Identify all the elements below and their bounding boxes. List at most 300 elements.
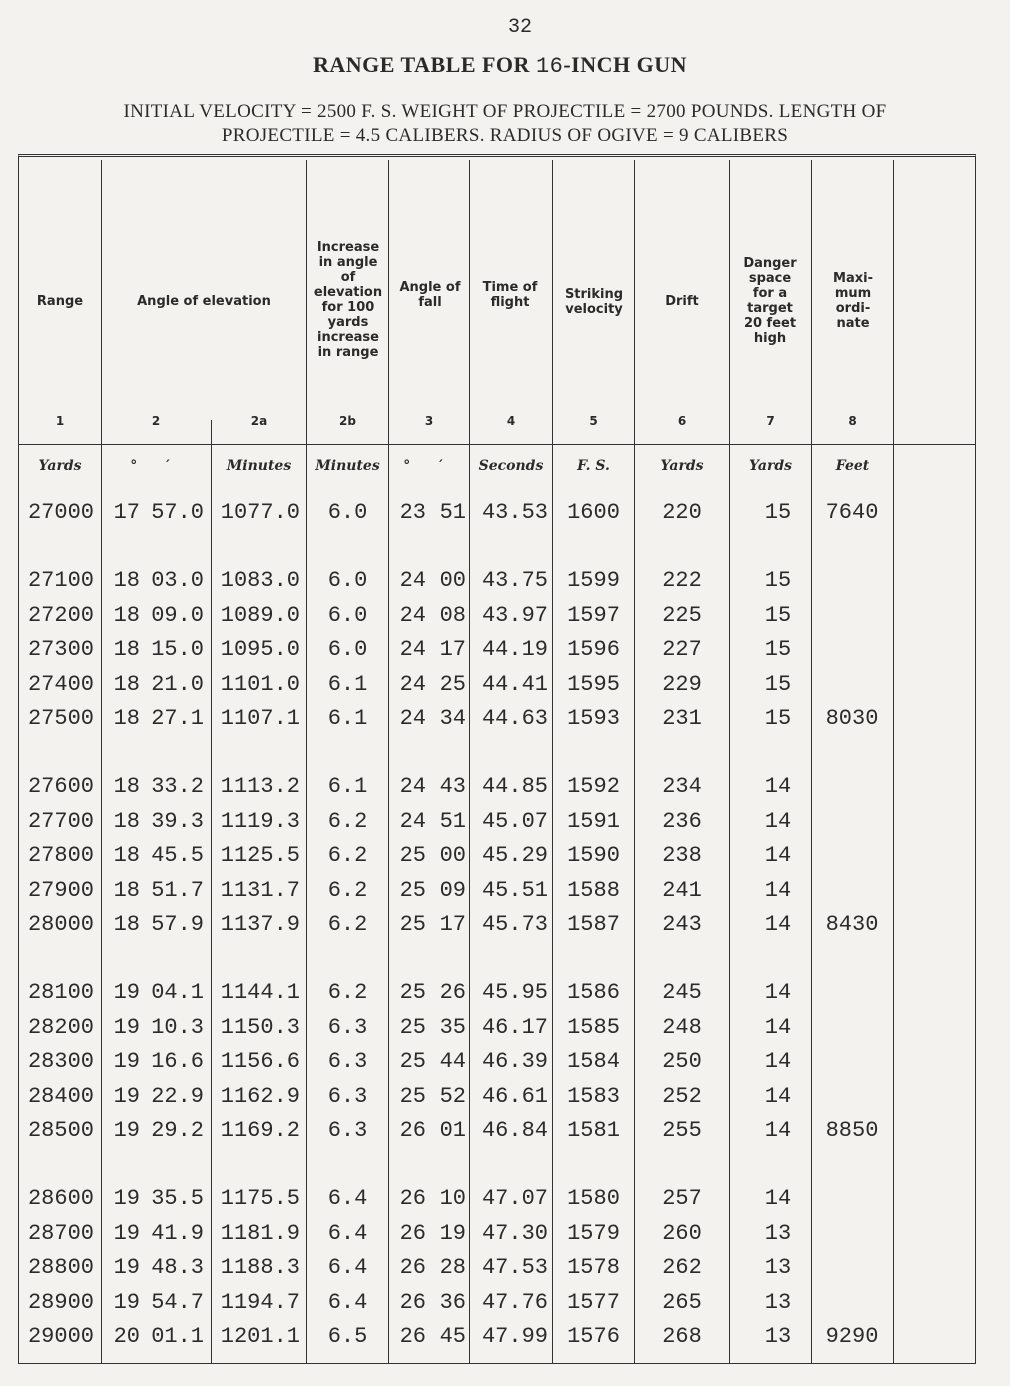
page-number: 32 [507,16,532,39]
cell-fall-degrees: 25 [399,1083,426,1109]
column-number: 2b [339,414,356,428]
cell-range: 27200 [27,602,94,628]
cell-elevation-minutes: 04.1 [151,980,204,1006]
cell-elevation-minutes: 33.2 [151,774,204,800]
cell-drift: 245 [662,980,702,1006]
cell-range: 28200 [27,1014,94,1040]
cell-striking-velocity: 1584 [567,1049,620,1075]
cell-danger-space: 14 [764,980,792,1006]
cell-striking-velocity: 1578 [567,1255,620,1281]
cell-fall-degrees: 26 [399,1255,426,1281]
cell-minutes: 1077.0 [220,500,300,525]
cell-maximum-ordinate [812,1253,892,1283]
column-number: 5 [589,414,598,428]
column-rule [469,160,470,1363]
column-number: 1 [55,414,65,428]
cell-elevation-degrees: 18 [113,843,140,869]
cell-striking-velocity: 1588 [567,877,620,903]
cell-fall-minutes: 36 [439,1289,466,1315]
cell-drift: 243 [662,912,702,937]
cell-minutes: 1131.7 [220,877,300,903]
cell-danger-space: 14 [764,774,792,800]
cell-danger-space: 14 [764,1083,792,1109]
cell-elevation-degrees: 18 [113,877,140,903]
cell-fall-degrees: 24 [399,671,426,697]
cell-elevation-minutes: 57.0 [151,500,204,525]
cell-fall-minutes: 00 [439,568,466,594]
cell-striking-velocity: 1585 [567,1014,620,1040]
cell-elevation-minutes: 10.3 [151,1014,204,1040]
cell-drift: 234 [662,774,702,800]
page-title [0,52,1000,79]
cell-minutes: 1101.0 [220,671,300,697]
cell-maximum-ordinate [812,1013,892,1043]
cell-fall-degrees: 24 [399,774,426,800]
cell-maximum-ordinate [812,566,892,596]
cell-increase: 6.1 [327,706,368,731]
cell-increase: 6.2 [327,843,368,869]
cell-minutes: 1144.1 [220,980,300,1006]
cell-fall-degrees: 25 [399,1014,426,1040]
header-divider [18,444,976,445]
cell-increase: 6.0 [327,602,368,628]
cell-minutes: 1194.7 [220,1289,300,1315]
cell-range: 27400 [27,671,94,697]
cell-increase: 6.0 [327,637,368,663]
cell-minutes: 1107.1 [220,706,300,731]
cell-drift: 225 [662,602,702,628]
cell-elevation-degrees: 19 [113,1118,140,1143]
cell-minutes: 1175.5 [220,1186,300,1212]
cell-striking-velocity: 1590 [567,843,620,869]
cell-striking-velocity: 1592 [567,774,620,800]
cell-increase: 6.3 [327,1014,368,1040]
cell-maximum-ordinate [812,1047,892,1077]
cell-striking-velocity: 1581 [567,1118,620,1143]
cell-elevation-degrees: 19 [113,1186,140,1212]
cell-drift: 268 [662,1324,702,1349]
cell-time-of-flight: 44.85 [481,774,548,800]
cell-fall-minutes: 26 [439,980,466,1006]
cell-increase: 6.0 [327,500,368,525]
cell-striking-velocity: 1596 [567,637,620,663]
cell-elevation-minutes: 41.9 [151,1220,204,1246]
cell-fall-degrees: 26 [399,1118,426,1143]
title-suffix: -INCH GUN [563,52,688,77]
cell-fall-degrees: 25 [399,843,426,869]
column-rule [893,160,894,1363]
cell-maximum-ordinate [812,841,892,871]
cell-striking-velocity: 1591 [567,808,620,834]
cell-time-of-flight: 45.73 [481,912,548,937]
cell-elevation-degrees: 18 [113,637,140,663]
cell-minutes: 1156.6 [220,1049,300,1075]
cell-striking-velocity: 1583 [567,1083,620,1109]
cell-maximum-ordinate: 8030 [825,706,879,731]
cell-time-of-flight: 46.39 [481,1049,548,1075]
header-maximum-ordinate: Maxi- mum ordi- nate [833,271,873,331]
column-rule [388,160,389,1363]
cell-striking-velocity: 1595 [567,671,620,697]
cell-maximum-ordinate [812,670,892,700]
cell-minutes: 1083.0 [220,568,300,594]
cell-danger-space: 13 [764,1220,792,1246]
cell-maximum-ordinate [812,1184,892,1214]
cell-elevation-degrees: 18 [113,808,140,834]
column-number: 3 [424,414,434,428]
cell-time-of-flight: 47.07 [481,1186,548,1212]
cell-elevation-degrees: 18 [113,602,140,628]
cell-fall-degrees: 24 [399,568,426,594]
cell-maximum-ordinate: 7640 [825,500,879,525]
cell-elevation-minutes: 22.9 [151,1083,204,1109]
cell-elevation-degrees: 20 [113,1324,140,1349]
cell-danger-space: 15 [764,671,792,697]
cell-danger-space: 14 [764,1186,792,1212]
cell-range: 28900 [27,1289,94,1315]
cell-maximum-ordinate [812,1082,892,1112]
cell-striking-velocity: 1593 [567,706,620,731]
cell-fall-minutes: 43 [439,774,466,800]
cell-time-of-flight: 45.95 [481,980,548,1006]
cell-fall-minutes: 52 [439,1083,466,1109]
cell-elevation-degrees: 18 [113,706,140,731]
cell-fall-minutes: 19 [439,1220,466,1246]
cell-drift: 255 [662,1118,702,1143]
cell-fall-degrees: 26 [399,1220,426,1246]
cell-drift: 238 [662,843,702,869]
cell-danger-space: 13 [764,1255,792,1281]
cell-drift: 227 [662,637,702,663]
cell-elevation-minutes: 51.7 [151,877,204,903]
cell-fall-minutes: 17 [439,637,466,663]
cell-minutes: 1181.9 [220,1220,300,1246]
column-number: 7 [766,414,775,428]
cell-elevation-minutes: 54.7 [151,1289,204,1315]
cell-fall-degrees: 25 [399,912,426,937]
cell-range: 28000 [27,912,94,937]
column-number: 8 [848,414,857,428]
cell-maximum-ordinate [812,1219,892,1249]
column-rule [729,160,730,1363]
cell-range: 27100 [27,568,94,594]
cell-fall-minutes: 17 [439,912,466,937]
cell-danger-space: 14 [764,877,792,903]
cell-striking-velocity: 1577 [567,1289,620,1315]
cell-striking-velocity: 1586 [567,980,620,1006]
cell-fall-degrees: 23 [399,500,426,525]
cell-minutes: 1113.2 [220,774,300,800]
cell-maximum-ordinate: 8430 [825,912,879,937]
cell-maximum-ordinate: 8850 [825,1118,879,1143]
cell-range: 27800 [27,843,94,869]
cell-increase: 6.0 [327,568,368,594]
header-striking-velocity: Striking velocity [564,287,624,317]
cell-fall-minutes: 09 [439,877,466,903]
cell-time-of-flight: 43.75 [481,568,548,594]
cell-time-of-flight: 44.41 [481,671,548,697]
cell-elevation-degrees: 19 [113,1289,140,1315]
cell-elevation-degrees: 19 [113,980,140,1006]
cell-increase: 6.1 [327,671,368,697]
cell-time-of-flight: 46.61 [481,1083,548,1109]
cell-range: 28400 [27,1083,94,1109]
cell-range: 27600 [27,774,94,800]
cell-drift: 257 [662,1186,702,1212]
cell-fall-minutes: 51 [439,500,466,525]
cell-time-of-flight: 43.53 [481,500,548,525]
cell-elevation-minutes: 09.0 [151,602,204,628]
cell-time-of-flight: 47.53 [481,1255,548,1281]
cell-fall-minutes: 45 [439,1324,466,1349]
cell-fall-minutes: 01 [439,1118,466,1143]
cell-elevation-degrees: 18 [113,774,140,800]
cell-fall-minutes: 51 [439,808,466,834]
cell-striking-velocity: 1600 [567,500,620,525]
column-number: 6 [677,414,687,428]
cell-drift: 236 [662,808,702,834]
cell-increase: 6.3 [327,1118,368,1143]
column-number: 4 [506,414,516,428]
column-rule [101,160,102,1363]
cell-elevation-minutes: 27.1 [151,706,204,731]
cell-increase: 6.2 [327,808,368,834]
cell-danger-space: 13 [764,1289,792,1315]
cell-maximum-ordinate: 9290 [825,1324,879,1349]
cell-fall-degrees: 24 [399,637,426,663]
cell-maximum-ordinate [812,635,892,665]
cell-elevation-degrees: 19 [113,1083,140,1109]
cell-increase: 6.2 [327,912,368,937]
cell-striking-velocity: 1580 [567,1186,620,1212]
header-increase: Increase in angle of elevation for 100 yards increase in range [313,240,383,360]
cell-increase: 6.3 [327,1083,368,1109]
cell-fall-degrees: 24 [399,808,426,834]
cell-time-of-flight: 45.07 [481,808,548,834]
cell-maximum-ordinate [812,807,892,837]
column-number: 2 [151,414,161,428]
column-rule [552,160,553,1363]
cell-striking-velocity: 1579 [567,1220,620,1246]
cell-time-of-flight: 43.97 [481,602,548,628]
cell-danger-space: 15 [764,706,792,731]
cell-range: 28600 [27,1186,94,1212]
cell-elevation-minutes: 57.9 [151,912,204,937]
cell-time-of-flight: 47.99 [481,1324,548,1349]
cell-range: 27900 [27,877,94,903]
cell-elevation-minutes: 03.0 [151,568,204,594]
cell-maximum-ordinate [812,601,892,631]
cell-fall-degrees: 24 [399,706,426,731]
cell-fall-degrees: 24 [399,602,426,628]
cell-drift: 220 [662,500,702,525]
cell-minutes: 1125.5 [220,843,300,869]
cell-maximum-ordinate [812,772,892,802]
column-rule [811,160,812,1363]
cell-striking-velocity: 1576 [567,1324,620,1349]
header-danger-space: Danger space for a target 20 feet high [743,256,797,346]
cell-range: 28100 [27,980,94,1006]
cell-drift: 250 [662,1049,702,1075]
cell-fall-degrees: 26 [399,1186,426,1212]
header-range: Range [36,294,84,309]
header-time-of-flight: Time of flight [482,280,538,310]
unit-label: Minutes [226,458,292,474]
cell-range: 28300 [27,1049,94,1075]
cell-time-of-flight: 44.63 [481,706,548,731]
cell-danger-space: 14 [764,1118,792,1143]
cell-fall-degrees: 25 [399,980,426,1006]
cell-maximum-ordinate [812,1288,892,1318]
unit-label: ° ′ [403,458,455,474]
cell-danger-space: 15 [764,500,792,525]
unit-label: Yards [660,458,704,474]
cell-range: 27000 [27,500,94,525]
cell-increase: 6.2 [327,877,368,903]
cell-elevation-minutes: 45.5 [151,843,204,869]
column-rule [634,160,635,1363]
cell-fall-degrees: 26 [399,1324,426,1349]
cell-elevation-degrees: 18 [113,568,140,594]
cell-elevation-degrees: 17 [113,500,140,525]
unit-label: Yards [38,458,82,474]
unit-label: ° ′ [130,458,182,474]
cell-time-of-flight: 46.17 [481,1014,548,1040]
unit-label: Seconds [478,458,544,474]
cell-fall-minutes: 25 [439,671,466,697]
cell-time-of-flight: 46.84 [481,1118,548,1143]
cell-drift: 260 [662,1220,702,1246]
cell-minutes: 1162.9 [220,1083,300,1109]
cell-increase: 6.4 [327,1220,368,1246]
cell-fall-minutes: 00 [439,843,466,869]
cell-elevation-minutes: 29.2 [151,1118,204,1143]
cell-striking-velocity: 1599 [567,568,620,594]
title-prefix: RANGE TABLE FOR [312,52,530,77]
cell-increase: 6.4 [327,1186,368,1212]
cell-fall-degrees: 25 [399,877,426,903]
column-number: 2a [250,414,268,428]
cell-striking-velocity: 1587 [567,912,620,937]
cell-drift: 231 [662,706,702,731]
cell-fall-minutes: 08 [439,602,466,628]
cell-range: 29000 [27,1324,94,1349]
cell-time-of-flight: 47.30 [481,1220,548,1246]
cell-elevation-degrees: 18 [113,671,140,697]
subtitle-line-1: INITIAL VELOCITY = 2500 F. S. WEIGHT OF PROJECTILE = 2700 POUNDS. LENGTH OF [123,101,887,122]
cell-increase: 6.5 [327,1324,368,1349]
unit-label: Yards [748,458,793,474]
cell-drift: 252 [662,1083,702,1109]
cell-fall-minutes: 10 [439,1186,466,1212]
cell-elevation-minutes: 35.5 [151,1186,204,1212]
cell-elevation-degrees: 19 [113,1049,140,1075]
cell-time-of-flight: 45.51 [481,877,548,903]
title-caliber: 16 [535,54,564,79]
unit-label: F. S. [577,458,610,474]
cell-minutes: 1095.0 [220,637,300,663]
cell-danger-space: 14 [764,808,792,834]
cell-elevation-minutes: 39.3 [151,808,204,834]
cell-maximum-ordinate [812,876,892,906]
cell-drift: 241 [662,877,702,903]
cell-range: 28800 [27,1255,94,1281]
cell-minutes: 1169.2 [220,1118,300,1143]
cell-danger-space: 14 [764,912,792,937]
cell-elevation-degrees: 19 [113,1220,140,1246]
cell-range: 28500 [27,1118,94,1143]
cell-minutes: 1089.0 [220,602,300,628]
cell-elevation-degrees: 19 [113,1014,140,1040]
cell-fall-degrees: 26 [399,1289,426,1315]
header-angle-of-elevation: Angle of elevation [137,294,271,309]
cell-range: 27500 [27,706,94,731]
cell-increase: 6.3 [327,1049,368,1075]
cell-elevation-minutes: 01.1 [151,1324,204,1349]
cell-elevation-minutes: 15.0 [151,637,204,663]
cell-elevation-minutes: 48.3 [151,1255,204,1281]
cell-elevation-minutes: 16.6 [151,1049,204,1075]
cell-fall-minutes: 34 [439,706,466,731]
cell-striking-velocity: 1597 [567,602,620,628]
range-table [18,154,976,1364]
column-rule [306,160,307,1363]
unit-label: Minutes [315,458,380,474]
cell-danger-space: 15 [764,637,792,663]
cell-minutes: 1137.9 [220,912,300,937]
subtitle-line-2: PROJECTILE = 4.5 CALIBERS. RADIUS OF OGIVE = 9 CALIBERS [221,125,789,146]
cell-time-of-flight: 47.76 [481,1289,548,1315]
cell-range: 27700 [27,808,94,834]
cell-increase: 6.1 [327,774,368,800]
cell-drift: 248 [662,1014,702,1040]
cell-range: 27300 [27,637,94,663]
cell-drift: 229 [662,671,702,697]
cell-elevation-degrees: 18 [113,912,140,937]
cell-elevation-degrees: 19 [113,1255,140,1281]
cell-minutes: 1201.1 [220,1324,300,1349]
cell-drift: 222 [662,568,702,594]
cell-elevation-minutes: 21.0 [151,671,204,697]
cell-danger-space: 14 [764,1014,792,1040]
cell-maximum-ordinate [812,978,892,1008]
cell-fall-degrees: 25 [399,1049,426,1075]
cell-time-of-flight: 45.29 [481,843,548,869]
header-drift: Drift [665,294,699,309]
cell-minutes: 1150.3 [220,1014,300,1040]
cell-minutes: 1119.3 [220,808,300,834]
cell-range: 28700 [27,1220,94,1246]
cell-danger-space: 13 [764,1324,792,1349]
cell-danger-space: 15 [764,568,792,594]
cell-fall-minutes: 44 [439,1049,466,1075]
cell-minutes: 1188.3 [220,1255,300,1281]
header-angle-of-fall: Angle of fall [399,280,461,310]
cell-increase: 6.4 [327,1255,368,1281]
cell-danger-space: 14 [764,1049,792,1075]
cell-danger-space: 14 [764,843,792,869]
cell-drift: 265 [662,1289,702,1315]
unit-label: Feet [835,458,870,474]
cell-fall-minutes: 35 [439,1014,466,1040]
cell-increase: 6.2 [327,980,368,1006]
cell-time-of-flight: 44.19 [481,637,548,663]
cell-fall-minutes: 28 [439,1255,466,1281]
subtitle [30,100,980,148]
cell-drift: 262 [662,1255,702,1281]
cell-danger-space: 15 [764,602,792,628]
cell-increase: 6.4 [327,1289,368,1315]
